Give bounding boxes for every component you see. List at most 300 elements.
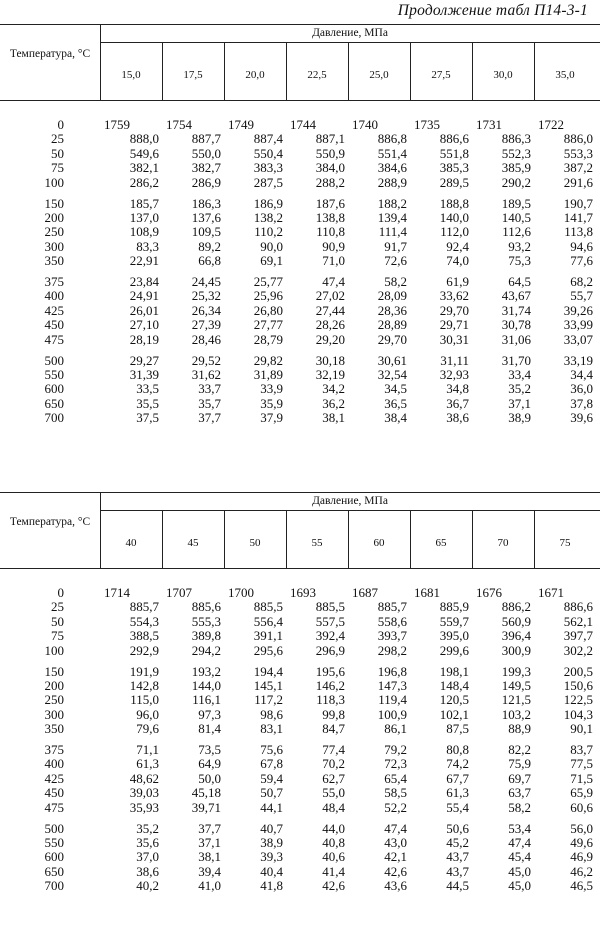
table-cell: 38,1: [198, 849, 221, 865]
table-cell: 40,4: [260, 863, 283, 879]
temperature-header: Температура, °С: [9, 516, 91, 528]
pressure-column-header: 27,5: [431, 69, 451, 81]
table-cell: 45,0: [508, 863, 531, 879]
table-cell: 33,4: [508, 366, 531, 382]
table-cell: 382,1: [129, 160, 159, 176]
table-cell: 109,5: [191, 224, 221, 240]
table-cell: 35,9: [260, 395, 283, 411]
temperature-value: 425: [44, 770, 64, 786]
table-cell: 395,0: [439, 628, 469, 644]
table-cell: 558,6: [377, 613, 407, 629]
table-cell: 86,1: [384, 721, 407, 737]
temperature-value: 0: [57, 117, 64, 132]
table-cell: 61,3: [446, 785, 469, 801]
table-cell: 35,93: [129, 799, 159, 815]
table-cell: 27,02: [315, 288, 345, 304]
table-cell: 58,5: [384, 785, 407, 801]
table-cell: 25,96: [253, 288, 283, 304]
table-cell: 1722: [538, 117, 564, 132]
table-cell: 47,4: [384, 820, 407, 836]
pressure-column-header: 65: [435, 537, 447, 549]
temperature-value: 600: [44, 849, 64, 865]
table-cell: 550,9: [315, 145, 345, 161]
table-cell: 1754: [166, 117, 192, 132]
table-cell: 33,99: [563, 317, 593, 333]
table-cell: 69,1: [260, 253, 283, 269]
table-cell: 33,9: [260, 381, 283, 397]
temperature-value: 400: [44, 288, 64, 304]
temperature-value: 475: [44, 331, 64, 347]
table-cell: 299,6: [439, 642, 469, 658]
table-cell: 31,70: [501, 352, 531, 368]
table-cell: 45,2: [446, 834, 469, 850]
table-cell: 888,0: [129, 131, 159, 147]
table-cell: 45,18: [191, 785, 221, 801]
table-cell: 1676: [476, 585, 502, 600]
table-cell: 40,2: [136, 878, 159, 894]
pressure-header: Давление, МПа: [312, 495, 388, 507]
table-cell: 74,2: [446, 756, 469, 772]
table-cell: 37,0: [136, 849, 159, 865]
table-cell: 64,5: [508, 274, 531, 289]
table-cell: 35,2: [136, 820, 159, 836]
temperature-value: 0: [57, 585, 64, 600]
table-cell: 34,4: [570, 366, 593, 382]
table-cell: 139,4: [377, 209, 407, 225]
table-cell: 40,7: [260, 820, 283, 836]
table-cell: 38,1: [322, 410, 345, 426]
table-cell: 196,8: [377, 663, 407, 679]
pressure-column-header: 15,0: [121, 69, 141, 81]
table-cell: 67,8: [260, 756, 283, 772]
table-cell: 118,3: [316, 692, 345, 708]
table-cell: 37,7: [198, 410, 221, 426]
temperature-value: 350: [44, 721, 64, 737]
table-cell: 55,4: [446, 799, 469, 815]
table-cell: 198,1: [439, 663, 469, 679]
table-cell: 296,9: [315, 642, 345, 658]
table-cell: 77,5: [570, 756, 593, 772]
table-cell: 88,9: [508, 721, 531, 737]
table-cell: 1671: [538, 585, 564, 600]
table-cell: 287,5: [253, 174, 283, 190]
table-cell: 140,0: [439, 209, 469, 225]
table-cell: 35,2: [508, 381, 531, 397]
table-cell: 79,6: [136, 721, 159, 737]
table-cell: 193,2: [191, 663, 221, 679]
table-cell: 89,2: [198, 238, 221, 254]
table-cell: 392,4: [315, 628, 345, 644]
table-cell: 290,2: [501, 174, 531, 190]
table-cell: 102,1: [439, 706, 469, 722]
table-cell: 44,1: [260, 799, 283, 815]
table-cell: 45,0: [508, 878, 531, 894]
table-cell: 1693: [290, 585, 316, 600]
table-cell: 1759: [104, 117, 130, 132]
table-cell: 84,7: [322, 721, 345, 737]
table-cell: 27,10: [129, 317, 159, 333]
temperature-value: 75: [51, 628, 64, 644]
table-cell: 36,0: [570, 381, 593, 397]
table-rule: [0, 100, 600, 101]
table-cell: 31,62: [191, 366, 221, 382]
table-cell: 141,7: [563, 209, 593, 225]
table-cell: 28,46: [191, 331, 221, 347]
table-cell: 26,80: [253, 302, 283, 318]
table-cell: 142,8: [129, 677, 159, 693]
table-cell: 887,4: [253, 131, 283, 147]
table-cell: 43,0: [384, 834, 407, 850]
table-cell: 185,7: [129, 195, 159, 211]
table-rule: [0, 568, 600, 569]
table-cell: 62,7: [322, 770, 345, 786]
table-cell: 1731: [476, 117, 502, 132]
table-cell: 67,7: [446, 770, 469, 786]
table-cell: 61,9: [446, 274, 469, 289]
table-cell: 122,5: [563, 692, 593, 708]
table-cell: 75,3: [508, 253, 531, 269]
table-cell: 885,7: [377, 599, 407, 615]
table-cell: 40,8: [322, 834, 345, 850]
table-cell: 288,2: [315, 174, 345, 190]
table-cell: 148,4: [439, 677, 469, 693]
table-cell: 885,6: [191, 599, 221, 615]
table-cell: 549,6: [129, 145, 159, 161]
table-cell: 55,0: [322, 785, 345, 801]
table-cell: 137,0: [129, 209, 159, 225]
table-cell: 35,5: [136, 395, 159, 411]
table-cell: 87,5: [446, 721, 469, 737]
table-cell: 100,9: [377, 706, 407, 722]
temperature-value: 100: [44, 174, 64, 190]
table-cell: 74,0: [446, 253, 469, 269]
temperature-header: Температура, °С: [9, 48, 91, 60]
table-cell: 38,9: [508, 410, 531, 426]
table-cell: 42,6: [322, 878, 345, 894]
table-cell: 31,39: [129, 366, 159, 382]
temperature-value: 500: [44, 352, 64, 368]
temperature-value: 300: [44, 238, 64, 254]
table-cell: 22,91: [129, 253, 159, 269]
table-cell: 42,1: [384, 849, 407, 865]
table-cell: 32,19: [315, 366, 345, 382]
table-cell: 31,06: [501, 331, 531, 347]
table-cell: 385,9: [501, 160, 531, 176]
table-cell: 33,19: [563, 352, 593, 368]
table-cell: 33,62: [439, 288, 469, 304]
table-cell: 1681: [414, 585, 440, 600]
table-cell: 1744: [290, 117, 316, 132]
table-cell: 886,2: [501, 599, 531, 615]
table-cell: 551,4: [377, 145, 407, 161]
table-cell: 298,2: [377, 642, 407, 658]
temperature-value: 550: [44, 366, 64, 382]
table-cell: 288,9: [377, 174, 407, 190]
table-cell: 559,7: [439, 613, 469, 629]
table-rule: [100, 42, 600, 43]
table-cell: 94,6: [570, 238, 593, 254]
pressure-column-header: 55: [311, 537, 323, 549]
table-cell: 550,4: [253, 145, 283, 161]
table-cell: 50,0: [198, 770, 221, 786]
table-cell: 33,7: [198, 381, 221, 397]
table-cell: 286,9: [191, 174, 221, 190]
table-cell: 28,79: [253, 331, 283, 347]
table-cell: 111,4: [378, 224, 407, 240]
table-cell: 26,34: [191, 302, 221, 318]
table-cell: 886,6: [563, 599, 593, 615]
table-cell: 294,2: [191, 642, 221, 658]
table-cell: 43,7: [446, 849, 469, 865]
table-cell: 30,78: [501, 317, 531, 333]
table-cell: 555,3: [191, 613, 221, 629]
temperature-value: 400: [44, 756, 64, 772]
table-cell: 291,6: [563, 174, 593, 190]
table-cell: 200,5: [563, 663, 593, 679]
table-cell: 49,6: [570, 834, 593, 850]
table-cell: 28,89: [377, 317, 407, 333]
temperature-value: 700: [44, 878, 64, 894]
table-cell: 83,7: [570, 742, 593, 757]
pressure-column-header: 70: [497, 537, 509, 549]
temperature-value: 150: [44, 663, 64, 679]
table-cell: 34,8: [446, 381, 469, 397]
table-cell: 886,3: [501, 131, 531, 147]
table-cell: 36,5: [384, 395, 407, 411]
table-cell: 289,5: [439, 174, 469, 190]
table-cell: 885,5: [253, 599, 283, 615]
table-cell: 46,5: [570, 878, 593, 894]
table-cell: 72,3: [384, 756, 407, 772]
temperature-value: 200: [44, 209, 64, 225]
table-cell: 27,39: [191, 317, 221, 333]
table-cell: 39,03: [129, 785, 159, 801]
table-cell: 391,1: [253, 628, 283, 644]
table-cell: 26,01: [129, 302, 159, 318]
table-rule: [100, 510, 600, 511]
table-cell: 389,8: [191, 628, 221, 644]
temperature-value: 50: [51, 613, 64, 629]
table-cell: 144,0: [191, 677, 221, 693]
table-cell: 33,5: [136, 381, 159, 397]
temperature-value: 425: [44, 302, 64, 318]
table-cell: 103,2: [501, 706, 531, 722]
table-cell: 70,2: [322, 756, 345, 772]
pressure-column-header: 17,5: [183, 69, 203, 81]
temperature-value: 550: [44, 834, 64, 850]
table-cell: 1749: [228, 117, 254, 132]
table-cell: 887,7: [191, 131, 221, 147]
table-cell: 189,5: [501, 195, 531, 211]
table-cell: 112,0: [440, 224, 469, 240]
table-cell: 38,9: [260, 834, 283, 850]
table-cell: 60,6: [570, 799, 593, 815]
table-cell: 188,8: [439, 195, 469, 211]
table-cell: 28,36: [377, 302, 407, 318]
table-cell: 52,2: [384, 799, 407, 815]
table-cell: 71,5: [570, 770, 593, 786]
table-cell: 116,1: [192, 692, 221, 708]
table-cell: 66,8: [198, 253, 221, 269]
table-cell: 46,9: [570, 849, 593, 865]
table-cell: 41,8: [260, 878, 283, 894]
table-cell: 393,7: [377, 628, 407, 644]
table-cell: 397,7: [563, 628, 593, 644]
table-cell: 292,9: [129, 642, 159, 658]
table-cell: 886,0: [563, 131, 593, 147]
table-cell: 77,6: [570, 253, 593, 269]
table-cell: 25,77: [253, 274, 283, 289]
table-cell: 71,0: [322, 253, 345, 269]
table-cell: 59,4: [260, 770, 283, 786]
table-cell: 120,5: [439, 692, 469, 708]
table-cell: 41,4: [322, 863, 345, 879]
table-cell: 39,4: [198, 863, 221, 879]
table-cell: 29,71: [439, 317, 469, 333]
table-cell: 47,4: [322, 274, 345, 289]
table-cell: 886,8: [377, 131, 407, 147]
table-cell: 31,89: [253, 366, 283, 382]
table-cell: 48,62: [129, 770, 159, 786]
table-cell: 98,6: [260, 706, 283, 722]
temperature-value: 700: [44, 410, 64, 426]
table-cell: 37,1: [508, 395, 531, 411]
table-cell: 81,4: [198, 721, 221, 737]
table-cell: 42,6: [384, 863, 407, 879]
table-cell: 27,77: [253, 317, 283, 333]
temperature-value: 250: [44, 692, 64, 708]
table-cell: 40,6: [322, 849, 345, 865]
table-cell: 38,4: [384, 410, 407, 426]
table-caption: Продолжение табл П14-3-1: [397, 2, 588, 19]
temperature-value: 450: [44, 785, 64, 801]
table-cell: 38,6: [136, 863, 159, 879]
table-cell: 43,67: [501, 288, 531, 304]
table-cell: 1714: [104, 585, 130, 600]
table-cell: 30,31: [439, 331, 469, 347]
table-cell: 33,07: [563, 331, 593, 347]
table-cell: 73,5: [198, 742, 221, 757]
table-cell: 110,8: [316, 224, 345, 240]
table-cell: 384,6: [377, 160, 407, 176]
table-cell: 885,7: [129, 599, 159, 615]
table-cell: 37,7: [198, 820, 221, 836]
table-cell: 119,4: [378, 692, 407, 708]
table-cell: 55,7: [570, 288, 593, 304]
table-cell: 35,7: [198, 395, 221, 411]
table-cell: 29,70: [377, 331, 407, 347]
temperature-value: 650: [44, 863, 64, 879]
table-cell: 147,3: [377, 677, 407, 693]
table-cell: 82,2: [508, 742, 531, 757]
table-cell: 557,5: [315, 613, 345, 629]
pressure-column-header: 40: [125, 537, 137, 549]
pressure-column-header: 25,0: [369, 69, 389, 81]
table-cell: 37,9: [260, 410, 283, 426]
table-cell: 56,0: [570, 820, 593, 836]
table-cell: 388,5: [129, 628, 159, 644]
table-cell: 562,1: [563, 613, 593, 629]
table-cell: 383,3: [253, 160, 283, 176]
table-cell: 32,54: [377, 366, 407, 382]
table-cell: 71,1: [136, 742, 159, 757]
temperature-value: 475: [44, 799, 64, 815]
table-cell: 36,7: [446, 395, 469, 411]
temperature-value: 200: [44, 677, 64, 693]
table-cell: 30,61: [377, 352, 407, 368]
table-cell: 53,4: [508, 820, 531, 836]
table-cell: 29,82: [253, 352, 283, 368]
table-cell: 43,7: [446, 863, 469, 879]
table-cell: 1700: [228, 585, 254, 600]
table-cell: 39,26: [563, 302, 593, 318]
table-cell: 32,93: [439, 366, 469, 382]
table-cell: 75,6: [260, 742, 283, 757]
table-cell: 191,9: [129, 663, 159, 679]
table-cell: 186,9: [253, 195, 283, 211]
table-cell: 29,52: [191, 352, 221, 368]
temperature-value: 650: [44, 395, 64, 411]
pressure-column-header: 20,0: [245, 69, 265, 81]
table-cell: 186,3: [191, 195, 221, 211]
temperature-value: 375: [44, 742, 64, 757]
table-cell: 199,3: [501, 663, 531, 679]
table-cell: 387,2: [563, 160, 593, 176]
table-cell: 48,4: [322, 799, 345, 815]
table-cell: 29,70: [439, 302, 469, 318]
table-cell: 96,0: [136, 706, 159, 722]
table-cell: 31,11: [440, 352, 469, 368]
table-cell: 385,3: [439, 160, 469, 176]
table-cell: 39,71: [191, 799, 221, 815]
temperature-value: 25: [51, 599, 64, 615]
table-cell: 65,9: [570, 785, 593, 801]
table-cell: 99,8: [322, 706, 345, 722]
table-cell: 39,6: [570, 410, 593, 426]
temperature-value: 250: [44, 224, 64, 240]
table-cell: 90,9: [322, 238, 345, 254]
table-cell: 93,2: [508, 238, 531, 254]
table-cell: 137,6: [191, 209, 221, 225]
table-cell: 138,8: [315, 209, 345, 225]
table-cell: 117,2: [254, 692, 283, 708]
table-cell: 39,3: [260, 849, 283, 865]
table-cell: 551,8: [439, 145, 469, 161]
table-cell: 146,2: [315, 677, 345, 693]
table-cell: 550,0: [191, 145, 221, 161]
table-cell: 61,3: [136, 756, 159, 772]
table-cell: 44,5: [446, 878, 469, 894]
temperature-value: 500: [44, 820, 64, 836]
table-cell: 188,2: [377, 195, 407, 211]
table-cell: 138,2: [253, 209, 283, 225]
table-cell: 1740: [352, 117, 378, 132]
table-cell: 885,5: [315, 599, 345, 615]
table-cell: 110,2: [254, 224, 283, 240]
table-cell: 121,5: [501, 692, 531, 708]
table-cell: 560,9: [501, 613, 531, 629]
table-cell: 38,6: [446, 410, 469, 426]
table-cell: 556,4: [253, 613, 283, 629]
table-cell: 887,1: [315, 131, 345, 147]
table-cell: 1687: [352, 585, 378, 600]
table-rule: [0, 492, 600, 493]
table-cell: 47,4: [508, 834, 531, 850]
table-cell: 43,6: [384, 878, 407, 894]
table-cell: 37,5: [136, 410, 159, 426]
table-cell: 396,4: [501, 628, 531, 644]
table-rule: [0, 24, 600, 25]
